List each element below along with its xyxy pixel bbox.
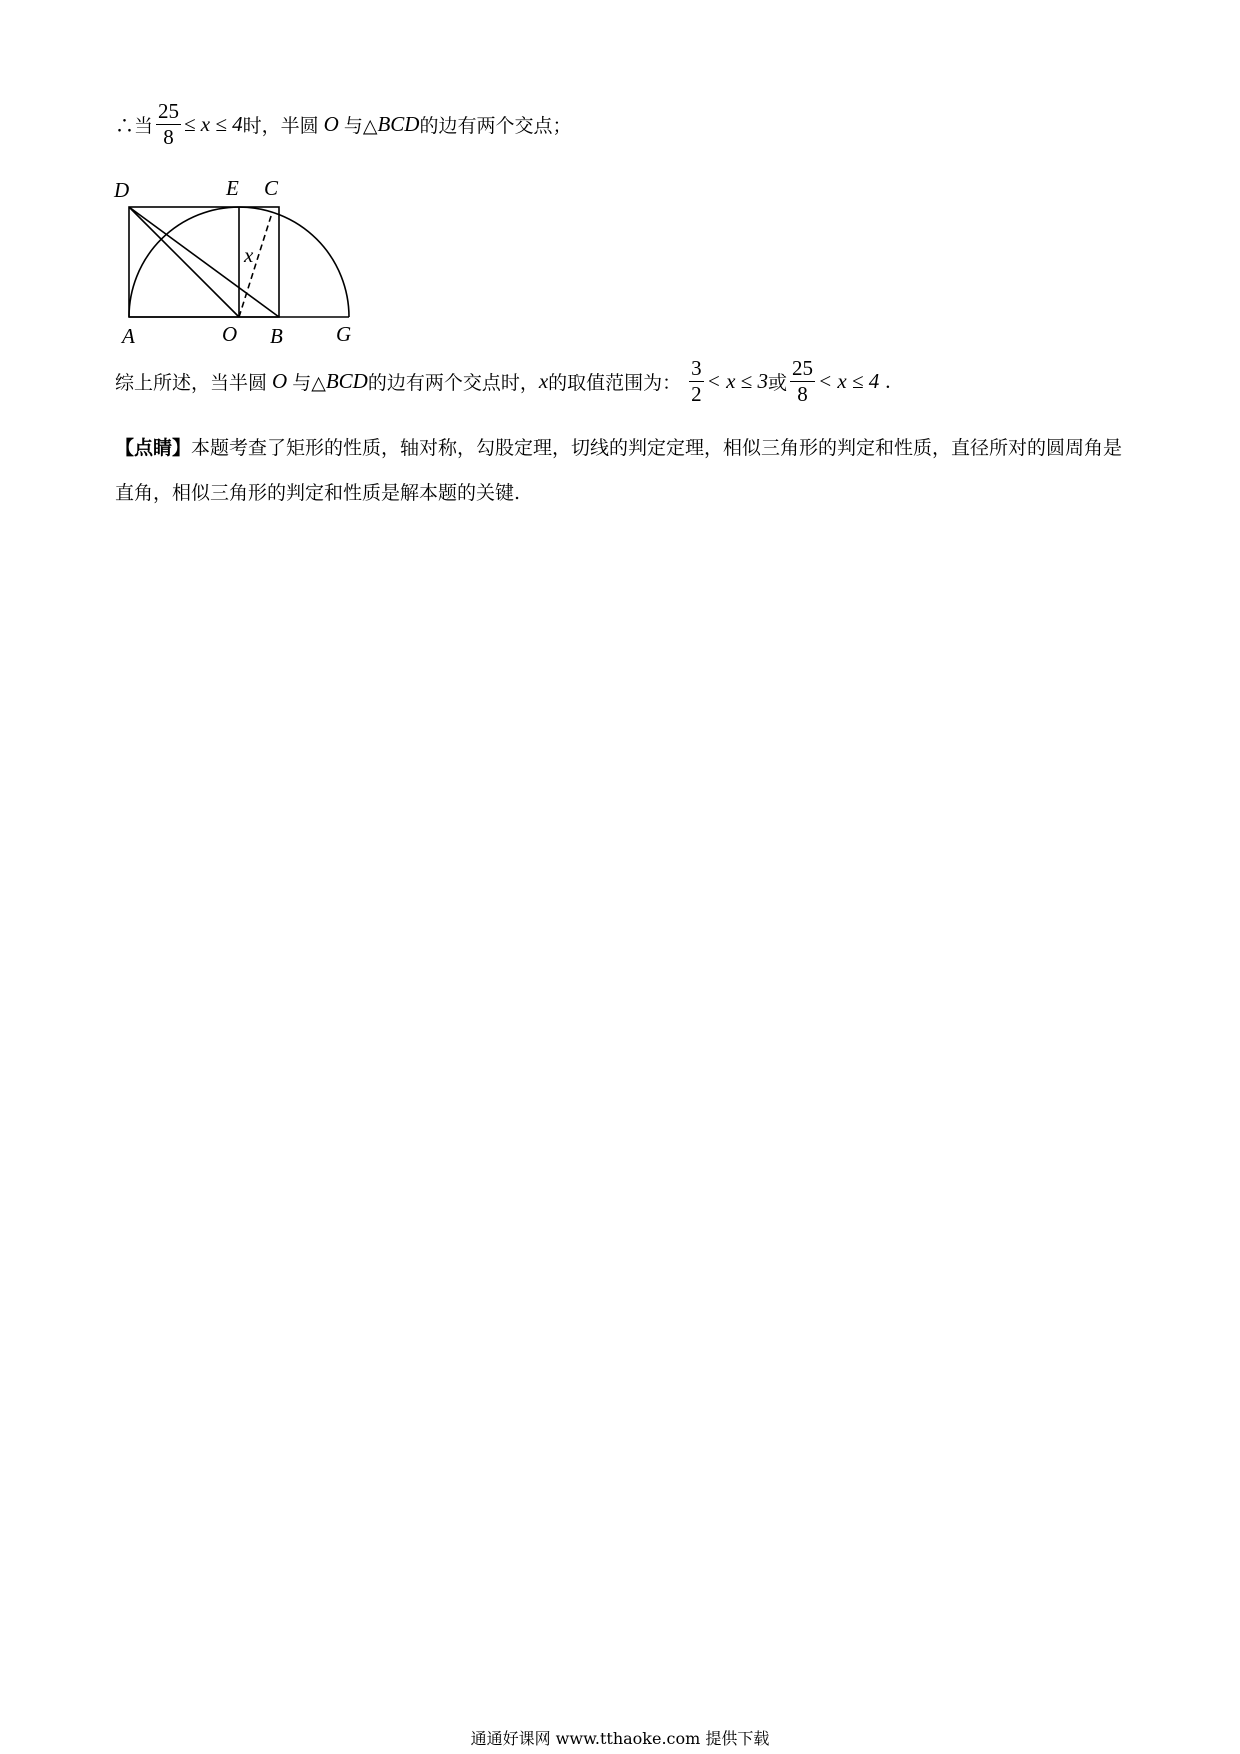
text-segment: 的边有两个交点时， bbox=[367, 372, 539, 395]
var-bcd: BCD bbox=[377, 112, 420, 137]
condition-line bbox=[115, 100, 571, 149]
fraction-3-2: $\frac{3}{2}$ bbox=[691, 356, 702, 407]
label-a: A bbox=[122, 324, 135, 348]
text-segment: 时，半圆 bbox=[242, 115, 319, 138]
comment-tag: 【点睛】 bbox=[115, 437, 192, 459]
var-o: O bbox=[323, 112, 339, 137]
inequality-1: < x ≤ 3 bbox=[706, 369, 768, 394]
period: . bbox=[885, 369, 891, 394]
geometry-figure bbox=[110, 175, 370, 350]
conclusion-line bbox=[115, 357, 891, 406]
var-x: x bbox=[538, 369, 549, 394]
therefore-text: ∴当 bbox=[115, 115, 154, 138]
text-segment: 与△ bbox=[343, 115, 378, 138]
inequality: ≤ x ≤ 4 bbox=[184, 112, 243, 137]
comment-paragraph bbox=[115, 426, 1130, 516]
inequality-2: < x ≤ 4 bbox=[817, 369, 880, 394]
var-bcd: BCD bbox=[325, 369, 368, 394]
fraction-25-8: $\frac{25}{8}$ bbox=[158, 99, 180, 150]
text-segment: 与△ bbox=[292, 372, 326, 395]
fraction-25-8: $\frac{25}{8}$ bbox=[791, 356, 813, 407]
text-segment: 的边有两个交点； bbox=[419, 115, 572, 138]
label-x: x bbox=[244, 243, 254, 267]
text-segment: 的取值范围为： bbox=[548, 372, 682, 395]
var-o: O bbox=[272, 369, 288, 394]
segment-do bbox=[129, 207, 239, 317]
segment-db bbox=[129, 207, 279, 317]
comment-text: 本题考查了矩形的性质，轴对称，勾股定理，切线的判定定理，相似三角形的判定和性质，直径所对的圆周角是直角，相似三角形的判定和性质是解本题的关键. bbox=[115, 437, 1123, 504]
label-e: E bbox=[226, 176, 239, 200]
or-text: 或 bbox=[767, 372, 787, 395]
label-g: G bbox=[336, 322, 352, 346]
footer: 通通好课网 www.tthaoke.com 提供下载 bbox=[470, 1729, 770, 1748]
label-b: B bbox=[270, 324, 283, 348]
label-d: D bbox=[114, 178, 130, 202]
label-c: C bbox=[264, 176, 279, 200]
text-segment: 综上所述，当半圆 bbox=[115, 372, 268, 395]
label-o: O bbox=[222, 322, 238, 346]
